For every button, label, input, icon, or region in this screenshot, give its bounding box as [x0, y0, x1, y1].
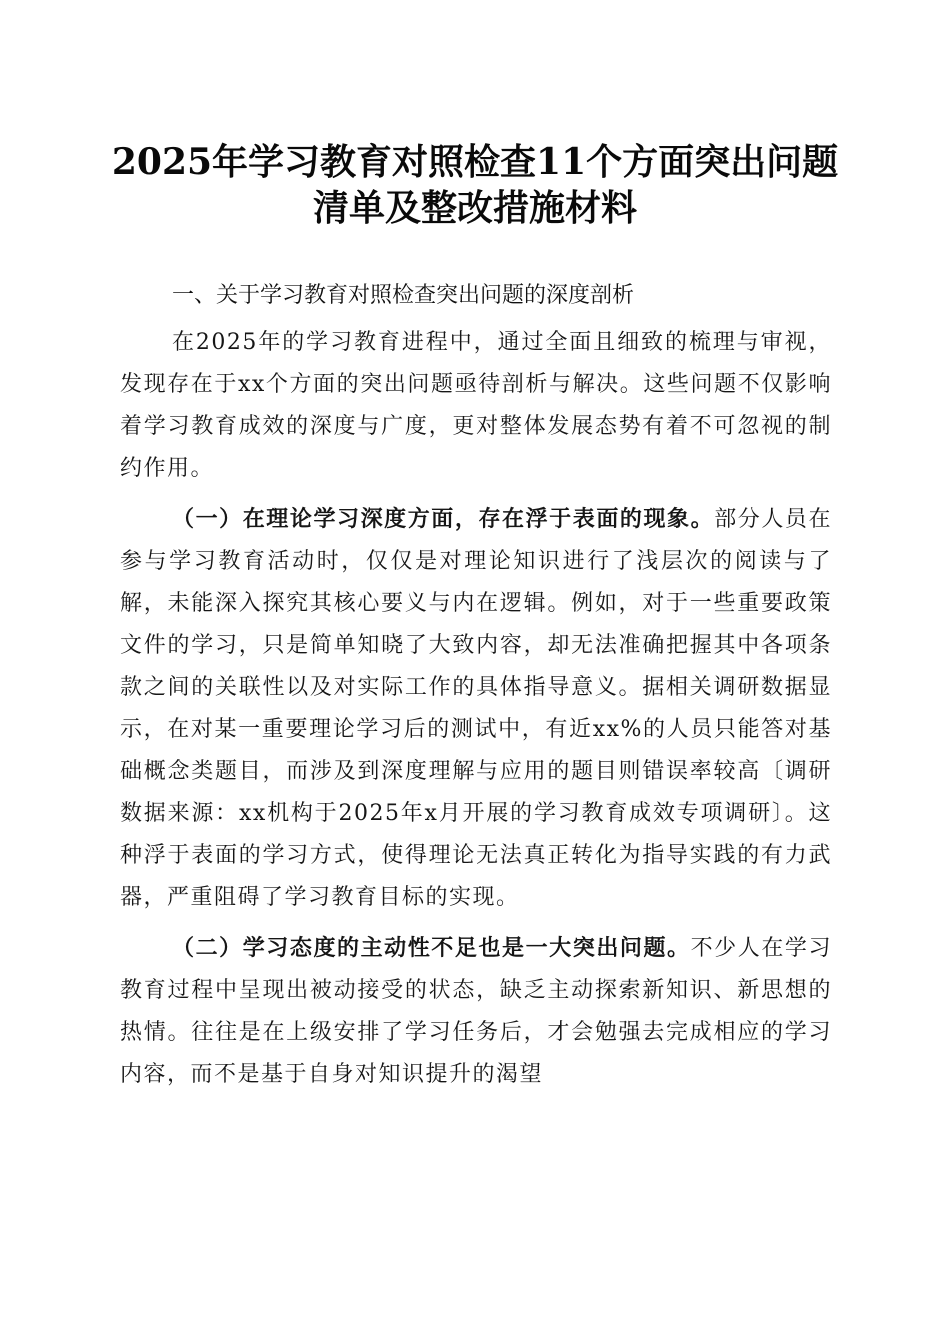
paragraph-item-1 [120, 498, 832, 919]
paragraph-item-2-lead: （二）学习态度的主动性不足也是一大突出问题。 [172, 935, 691, 961]
paragraph-item-2 [120, 927, 832, 1096]
paragraph-intro [120, 321, 832, 490]
section-heading: 一、关于学习教育对照检查突出问题的深度剖析 [172, 283, 635, 308]
paragraph-intro-text: 在2025年的学习教育进程中，通过全面且细致的梳理与审视，发现存在于xx个方面的突出问题亟待剖析与解决。这些问题不仅影响着学习教育成效的深度与广度，更对整体发展态势有着不可忽视的制约作用。 [120, 330, 832, 481]
paragraph-item-1-lead: （一）在理论学习深度方面，存在浮于表面的现象。 [172, 506, 715, 532]
paragraph-item-2-text: 不少人在学习教育过程中呈现出被动接受的状态，缺乏主动探索新知识、新思想的热情。往往是在上级安排了学习任务后，才会勉强去完成相应的学习内容，而不是基于自身对知识提升的渴望 [120, 936, 832, 1087]
document-title-line-2: 清单及整改措施材料 [312, 187, 637, 229]
document-body [120, 321, 832, 1104]
document-title-line-1: 2025年学习教育对照检查11个方面突出问题 [111, 141, 839, 183]
paragraph-item-1-text: 部分人员在参与学习教育活动时，仅仅是对理论知识进行了浅层次的阅读与了解，未能深入探究其核心要义与内在逻辑。例如，对于一些重要政策文件的学习，只是简单知晓了大致内容，却无法准确把握其中各项条款之间的关联性以及对实际工作的具体指导意义。据相关调研数据显示，在对某一重要理论学习后的测试中，有近xx%的人员只能答对基础概念类题目，而涉及到深度理解与应用的题目则错误率较高〔调研数据来源：xx机构于2025年x月开展的学习教育成效专项调研〕。这种浮于表面的学习方式，使得理论无法真正转化为指导实践的有力武器，严重阻碍了学习教育目标的实现。 [120, 507, 832, 910]
